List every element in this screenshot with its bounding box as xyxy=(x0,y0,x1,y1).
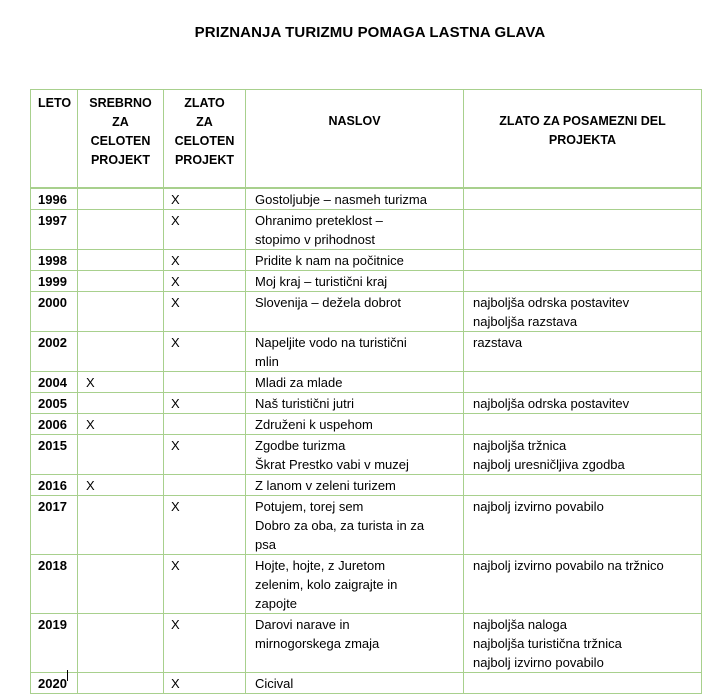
header-srebrno xyxy=(78,90,164,189)
cell-naslov xyxy=(246,555,464,614)
cell-srebrno xyxy=(78,435,164,475)
cell-zlato: X xyxy=(164,496,246,555)
header-posamezni-line: ZLATO ZA POSAMEZNI DEL xyxy=(499,114,666,128)
cell-srebrno xyxy=(78,332,164,372)
cell-posamezni xyxy=(464,414,702,435)
cell-naslov xyxy=(246,496,464,555)
table-row xyxy=(31,673,702,694)
cell-naslov xyxy=(246,414,464,435)
naslov-line: Moj kraj – turistični kraj xyxy=(255,274,388,289)
posamezni-line: najboljša razstava xyxy=(473,314,578,329)
naslov-line: Potujem, torej sem xyxy=(255,499,364,514)
header-srebrno-line: CELOTEN xyxy=(90,134,151,148)
table-row xyxy=(31,393,702,414)
posamezni-line: najboljša odrska postavitev xyxy=(473,295,630,310)
cell-posamezni xyxy=(464,188,702,210)
naslov-line: stopimo v prihodnost xyxy=(255,232,375,247)
cell-naslov xyxy=(246,475,464,496)
table-row xyxy=(31,188,702,210)
cell-leto: 1997 xyxy=(31,210,78,250)
naslov-line: Mladi za mlade xyxy=(255,375,343,390)
cell-posamezni xyxy=(464,372,702,393)
header-posamezni-line: PROJEKTA xyxy=(548,133,617,147)
table-row xyxy=(31,475,702,496)
naslov-line: Napeljite vodo na turistični xyxy=(255,335,407,350)
cell-leto: 2005 xyxy=(31,393,78,414)
table-body xyxy=(31,188,702,694)
cell-leto: 2019 xyxy=(31,614,78,673)
cell-zlato: X xyxy=(164,271,246,292)
table-row xyxy=(31,614,702,673)
cell-posamezni xyxy=(464,673,702,694)
cell-posamezni xyxy=(464,210,702,250)
awards-table xyxy=(30,89,702,694)
header-srebrno-line: ZA xyxy=(112,115,129,129)
cell-posamezni xyxy=(464,496,702,555)
cell-posamezni xyxy=(464,250,702,271)
table-row xyxy=(31,435,702,475)
table-row xyxy=(31,250,702,271)
cell-naslov xyxy=(246,332,464,372)
cell-leto: 1996 xyxy=(31,188,78,210)
table-row xyxy=(31,372,702,393)
naslov-line: Z lanom v zeleni turizem xyxy=(255,478,396,493)
cell-srebrno xyxy=(78,496,164,555)
cell-posamezni xyxy=(464,614,702,673)
table-row xyxy=(31,292,702,332)
posamezni-line: najbolj izvirno povabilo xyxy=(473,499,604,514)
header-zlato-line: CELOTEN xyxy=(174,134,235,148)
cell-leto: 2004 xyxy=(31,372,78,393)
posamezni-line: najbolj uresničljiva zgodba xyxy=(473,457,625,472)
cell-srebrno xyxy=(78,271,164,292)
cell-naslov xyxy=(246,614,464,673)
cell-naslov xyxy=(246,372,464,393)
naslov-line: Gostoljubje – nasmeh turizma xyxy=(255,192,427,207)
posamezni-line: najbolj izvirno povabilo na tržnico xyxy=(473,558,664,573)
cell-srebrno: X xyxy=(78,475,164,496)
naslov-line: Pridite k nam na počitnice xyxy=(255,253,404,268)
cell-srebrno xyxy=(78,614,164,673)
cell-srebrno xyxy=(78,188,164,210)
cell-posamezni xyxy=(464,555,702,614)
cell-naslov xyxy=(246,673,464,694)
cell-srebrno xyxy=(78,673,164,694)
cell-naslov xyxy=(246,250,464,271)
naslov-line: mirnogorskega zmaja xyxy=(255,636,380,651)
header-srebrno-line: SREBRNO xyxy=(89,96,152,110)
cell-leto: 2017 xyxy=(31,496,78,555)
naslov-line: mlin xyxy=(255,354,279,369)
cell-srebrno xyxy=(78,292,164,332)
naslov-line: psa xyxy=(255,537,276,552)
table-row xyxy=(31,496,702,555)
header-zlato-line: PROJEKT xyxy=(174,153,235,167)
cell-zlato: X xyxy=(164,250,246,271)
cell-leto: 2006 xyxy=(31,414,78,435)
cell-zlato xyxy=(164,414,246,435)
cell-leto: 2016 xyxy=(31,475,78,496)
header-zlato-line: ZLATO xyxy=(184,96,225,110)
text-cursor xyxy=(67,670,68,681)
cell-zlato: X xyxy=(164,673,246,694)
page-title: PRIZNANJA TURIZMU POMAGA LASTNA GLAVA xyxy=(194,24,546,41)
cell-srebrno: X xyxy=(78,414,164,435)
cell-zlato: X xyxy=(164,210,246,250)
posamezni-line: najboljša turistična tržnica xyxy=(473,636,622,651)
cell-posamezni xyxy=(464,435,702,475)
header-row xyxy=(31,90,702,189)
cell-leto: 2015 xyxy=(31,435,78,475)
cell-naslov xyxy=(246,210,464,250)
header-naslov-text: NASLOV xyxy=(328,114,381,128)
cell-naslov xyxy=(246,435,464,475)
cell-zlato: X xyxy=(164,393,246,414)
table-row xyxy=(31,332,702,372)
posamezni-line: najboljša naloga xyxy=(473,617,567,632)
cell-zlato xyxy=(164,475,246,496)
naslov-line: Hojte, hojte, z Juretom xyxy=(255,558,386,573)
cell-leto: 2002 xyxy=(31,332,78,372)
naslov-line: Slovenija – dežela dobrot xyxy=(255,295,401,310)
header-posamezni xyxy=(464,90,702,189)
header-srebrno-line: PROJEKT xyxy=(90,153,151,167)
header-zlato xyxy=(164,90,246,189)
naslov-line: Zgodbe turizma xyxy=(255,438,346,453)
cell-naslov xyxy=(246,292,464,332)
naslov-line: Cicival xyxy=(255,676,294,691)
cell-naslov xyxy=(246,271,464,292)
cell-leto: 2000 xyxy=(31,292,78,332)
naslov-line: Darovi narave in xyxy=(255,617,350,632)
cell-leto: 1999 xyxy=(31,271,78,292)
header-naslov xyxy=(246,90,464,189)
cell-srebrno xyxy=(78,210,164,250)
cell-naslov xyxy=(246,393,464,414)
cell-posamezni xyxy=(464,475,702,496)
cell-leto: 2020 xyxy=(31,673,78,694)
cell-leto: 1998 xyxy=(31,250,78,271)
cell-srebrno xyxy=(78,555,164,614)
header-zlato-line: ZA xyxy=(196,115,213,129)
naslov-line: Škrat Prestko vabi v muzej xyxy=(255,457,409,472)
cell-posamezni xyxy=(464,292,702,332)
posamezni-line: najboljša tržnica xyxy=(473,438,567,453)
table-row xyxy=(31,210,702,250)
cell-posamezni xyxy=(464,271,702,292)
posamezni-line: razstava xyxy=(473,335,523,350)
cell-srebrno xyxy=(78,250,164,271)
naslov-line: Naš turistični jutri xyxy=(255,396,354,411)
naslov-line: Ohranimo preteklost – xyxy=(255,213,383,228)
table-row xyxy=(31,271,702,292)
naslov-line: zelenim, kolo zaigrajte in xyxy=(255,577,398,592)
cell-srebrno: X xyxy=(78,372,164,393)
cell-zlato xyxy=(164,372,246,393)
cell-leto: 2018 xyxy=(31,555,78,614)
cell-zlato: X xyxy=(164,332,246,372)
posamezni-line: najboljša odrska postavitev xyxy=(473,396,630,411)
cell-zlato: X xyxy=(164,435,246,475)
posamezni-line: najbolj izvirno povabilo xyxy=(473,655,604,670)
cell-zlato: X xyxy=(164,555,246,614)
cell-posamezni xyxy=(464,393,702,414)
table-row xyxy=(31,414,702,435)
header-leto: LETO xyxy=(31,90,78,189)
cell-naslov xyxy=(246,188,464,210)
naslov-line: Združeni k uspehom xyxy=(255,417,373,432)
cell-srebrno xyxy=(78,393,164,414)
naslov-line: zapojte xyxy=(255,596,297,611)
cell-zlato: X xyxy=(164,614,246,673)
naslov-line: Dobro za oba, za turista in za xyxy=(255,518,425,533)
table-row xyxy=(31,555,702,614)
cell-zlato: X xyxy=(164,292,246,332)
cell-posamezni xyxy=(464,332,702,372)
cell-zlato: X xyxy=(164,188,246,210)
